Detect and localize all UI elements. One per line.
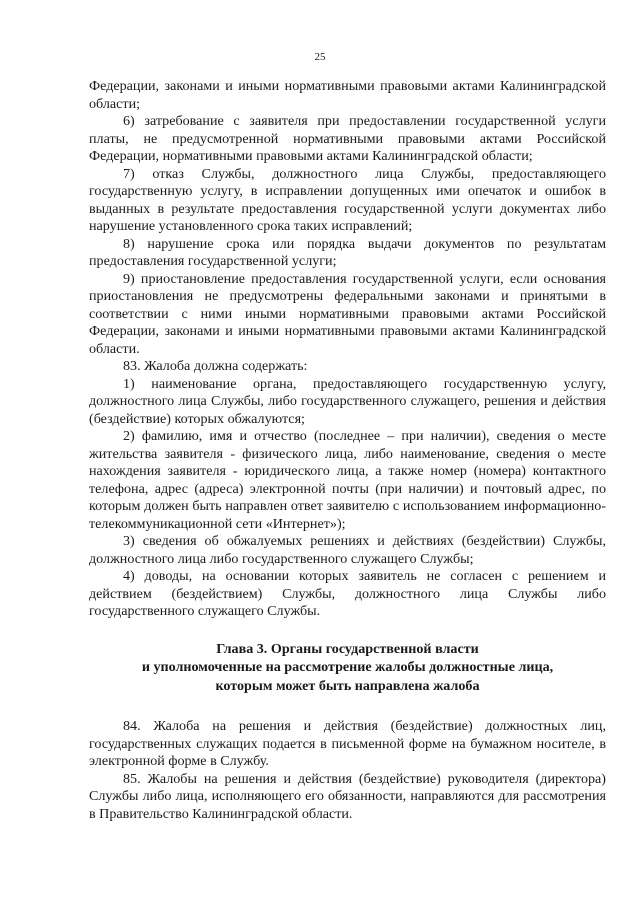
list-item-8: 8) нарушение срока или порядка выдачи документов по результатам предоставления государственной услуги; (89, 235, 606, 269)
chapter-heading-line-1: Глава 3. Органы государственной власти (216, 640, 479, 657)
page-number: 25 (314, 51, 326, 63)
chapter-heading-line-2: и уполномоченные на рассмотрение жалобы должностные лица, (141, 659, 554, 675)
document-body (89, 78, 606, 823)
paragraph-continuation: Федерации, законами и иными нормативными правовыми актами Калининградской области; (89, 78, 606, 112)
chapter-heading-line-3: которым может быть направлена жалоба (215, 677, 480, 694)
paragraphs-before (89, 78, 606, 621)
list-item-7: 7) отказ Службы, должностного лица Службы, предоставляющего государственную услугу, в исправлении допущенных ими опечаток и ошибок в выданных в результате предоставления государственной услуги документах либо нарушение установленного срока таких исправлений; (89, 165, 606, 234)
list-item-9: 9) приостановление предоставления государственной услуги, если основания приостановления не предусмотрены федеральными законами и принятыми в соответствии с ними иными нормативными правовыми актами Российской Федерации, законами и иными нормативными правовыми актами Калининградской области. (89, 270, 606, 357)
clause-83: 83. Жалоба должна содержать: (123, 358, 308, 374)
paragraphs-after (89, 718, 606, 823)
list-item-6: 6) затребование с заявителя при предоставлении государственной услуги платы, не предусмотренной нормативными правовыми актами Российской Федерации, нормативными правовыми актами Калининградской области; (89, 113, 606, 164)
clause-83-item-2: 2) фамилию, имя и отчество (последнее – при наличии), сведения о месте жительства заявителя - физического лица, либо наименование, сведения о месте нахождения заявителя - юридического лица, а также номер (номера) контактного телефона, адрес (адреса) электронной почты (при наличии) и почтовый адрес, по которым должен быть направлен ответ заявителю с использованием информационно-телекоммуникационной сети «Интернет»); (89, 428, 606, 532)
clause-83-item-3: 3) сведения об обжалуемых решениях и действиях (бездействии) Службы, должностного лица либо государственного служащего Службы; (89, 533, 606, 567)
clause-84: 84. Жалоба на решения и действия (бездействие) должностных лиц, государственных служащих подается в письменной форме на бумажном носителе, в электронной форме в Службу. (89, 718, 606, 769)
clause-83-item-4: 4) доводы, на основании которых заявитель не согласен с решением и действием (бездействием) Службы, должностного лица Службы либо государственного служащего Службы. (89, 568, 606, 619)
clause-83-item-1: 1) наименование органа, предоставляющего государственную услугу, должностного лица Службы, либо государственного служащего, решения и действия (бездействие) которых обжалуются; (89, 375, 606, 427)
chapter-heading (89, 640, 606, 696)
clause-85: 85. Жалобы на решения и действия (бездействие) руководителя (директора) Службы либо лица, исполняющего его обязанности, направляются для рассмотрения в Правительство Калининградской области. (89, 770, 606, 822)
